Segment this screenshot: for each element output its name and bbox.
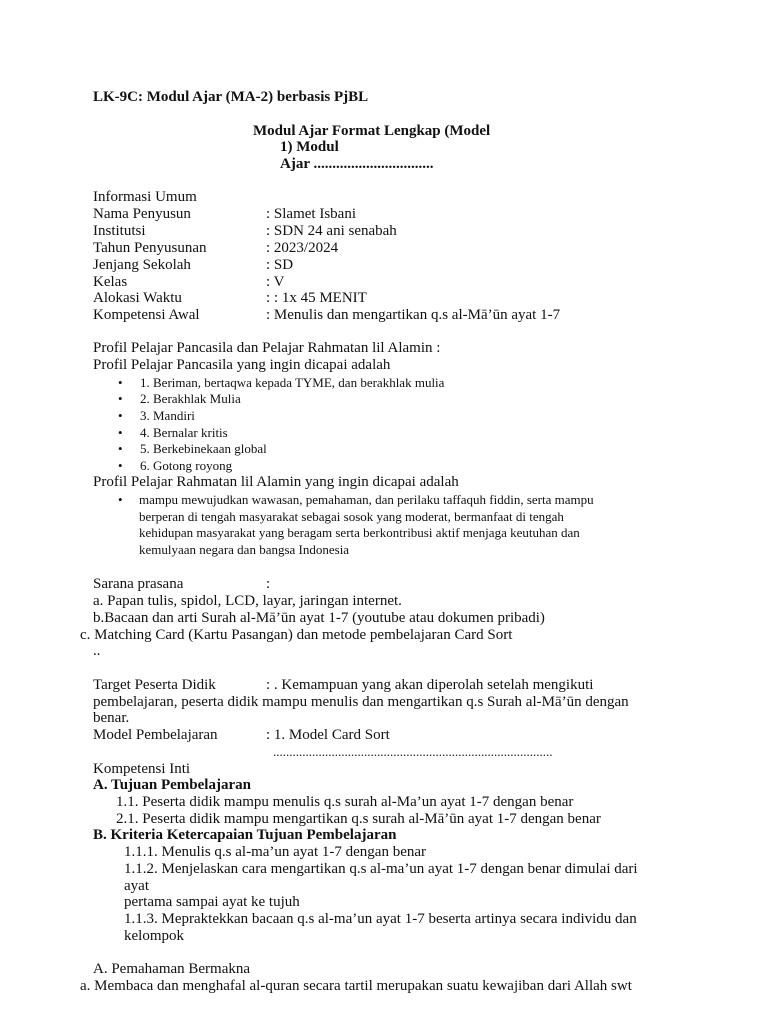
paragraph-line: pembelajaran, peserta didik mampu menulis dan mengartikan q.s Surah al-Mā’ūn dengan bbox=[93, 694, 629, 710]
model-value: : 1. Model Card Sort bbox=[266, 727, 390, 743]
bullet-glyph: • bbox=[118, 408, 123, 423]
module-heading-line2: 1) Modul bbox=[280, 139, 339, 155]
bullet-glyph: • bbox=[118, 425, 123, 440]
list-item: 5. Berkebinekaan global bbox=[140, 441, 267, 456]
info-value: : SD bbox=[266, 257, 294, 273]
model-label: Model Pembelajaran bbox=[93, 727, 218, 743]
sarana-colon: : bbox=[266, 576, 271, 592]
info-label: Kelas bbox=[93, 274, 128, 290]
document-title: LK-9C: Modul Ajar (MA-2) berbasis PjBL bbox=[93, 89, 369, 105]
pemahaman-heading: A. Pemahaman Bermakna bbox=[93, 961, 251, 977]
sarana-label: Sarana prasana bbox=[93, 576, 184, 592]
profil-pancasila-intro: Profil Pelajar Pancasila yang ingin dicapai adalah bbox=[93, 357, 391, 373]
profil-rahmatan-intro: Profil Pelajar Rahmatan lil Alamin yang ingin dicapai adalah bbox=[93, 474, 459, 490]
info-value: : Slamet Isbani bbox=[266, 206, 356, 222]
info-label: Tahun Penyusunan bbox=[93, 240, 207, 256]
paragraph-line: kehidupan masyarakat yang beragam serta berkontribusi aktif menjaga keutuhan dan bbox=[139, 525, 580, 540]
bullet-glyph: • bbox=[118, 492, 123, 507]
tujuan-item: 2.1. Peserta didik mampu mengartikan q.s surah al-Mā’ūn ayat 1-7 dengan benar bbox=[116, 811, 601, 827]
info-value: : V bbox=[266, 274, 285, 290]
sarana-item-a: a. Papan tulis, spidol, LCD, layar, jaringan internet. bbox=[93, 593, 402, 609]
paragraph-line: benar. bbox=[93, 710, 130, 726]
info-label: Alokasi Waktu bbox=[93, 290, 182, 306]
list-item: 4. Bernalar kritis bbox=[140, 425, 228, 440]
kriteria-heading: B. Kriteria Ketercapaian Tujuan Pembelajaran bbox=[93, 827, 397, 843]
sarana-item-b: b.Bacaan dan arti Surah al-Mā’ūn ayat 1-7 (youtube atau dokumen pribadi) bbox=[93, 610, 545, 626]
module-heading-line1: Modul Ajar Format Lengkap (Model bbox=[253, 123, 491, 139]
list-item: 2. Berakhlak Mulia bbox=[140, 391, 241, 406]
info-value: : : 1x 45 MENIT bbox=[266, 290, 367, 306]
kriteria-item-continued: kelompok bbox=[124, 928, 184, 944]
kriteria-item: 1.1.1. Menulis q.s al-ma’un ayat 1-7 dengan benar bbox=[124, 844, 426, 860]
bullet-glyph: • bbox=[118, 458, 123, 473]
info-value: : SDN 24 ani senabah bbox=[266, 223, 397, 239]
info-value: : 2023/2024 bbox=[266, 240, 339, 256]
kompetensi-heading: Kompetensi Inti bbox=[93, 761, 191, 777]
kriteria-item: 1.1.2. Menjelaskan cara mengartikan q.s al-ma’un ayat 1-7 dengan benar dimulai dari bbox=[124, 861, 638, 877]
sarana-dots: .. bbox=[93, 643, 101, 659]
list-item: 3. Mandiri bbox=[140, 408, 195, 423]
target-label: Target Peserta Didik bbox=[93, 677, 216, 693]
pemahaman-item-a: a. Membaca dan menghafal al-quran secara tartil merupakan suatu kewajiban dari Allah swt bbox=[80, 978, 632, 994]
tujuan-heading: A. Tujuan Pembelajaran bbox=[93, 777, 251, 793]
paragraph-line: kemulyaan negara dan bangsa Indonesia bbox=[139, 542, 350, 557]
bullet-glyph: • bbox=[118, 391, 123, 406]
info-value: : Menulis dan mengartikan q.s al-Mā’ūn ayat 1-7 bbox=[266, 307, 561, 323]
kriteria-item: 1.1.3. Mepraktekkan bacaan q.s al-ma’un ayat 1-7 beserta artinya secara individu dan bbox=[124, 911, 637, 927]
profil-heading: Profil Pelajar Pancasila dan Pelajar Rahmatan lil Alamin : bbox=[93, 340, 441, 356]
sarana-item-c: c. Matching Card (Kartu Pasangan) dan metode pembelajaran Card Sort bbox=[80, 627, 513, 643]
info-label: Nama Penyusun bbox=[93, 206, 191, 222]
list-item: 1. Beriman, bertaqwa kepada TYME, dan berakhlak mulia bbox=[140, 375, 445, 390]
module-heading-line3: Ajar ................................ bbox=[280, 156, 434, 172]
list-item: 6. Gotong royong bbox=[140, 458, 233, 473]
bullet-glyph: • bbox=[118, 441, 123, 456]
paragraph-line: mampu mewujudkan wawasan, pemahaman, dan perilaku taffaquh fiddin, serta mampu bbox=[139, 492, 594, 507]
info-label: Jenjang Sekolah bbox=[93, 257, 191, 273]
bullet-glyph: • bbox=[118, 375, 123, 390]
target-value: : . Kemampuan yang akan diperolah setelah mengikuti bbox=[266, 677, 594, 693]
tujuan-item: 1.1. Peserta didik mampu menulis q.s surah al-Ma’un ayat 1-7 dengan benar bbox=[116, 794, 574, 810]
kriteria-item-continued: pertama sampai ayat ke tujuh bbox=[124, 894, 300, 910]
kriteria-item-continued: ayat bbox=[124, 878, 149, 894]
paragraph-line: berperan di tengah masyarakat sebagai sosok yang moderat, bermanfaat di tengah bbox=[139, 509, 564, 524]
model-dots: ...................................................................................... bbox=[273, 744, 553, 759]
info-label: Institutsi bbox=[93, 223, 146, 239]
info-label: Kompetensi Awal bbox=[93, 307, 200, 323]
info-heading: Informasi Umum bbox=[93, 189, 197, 205]
